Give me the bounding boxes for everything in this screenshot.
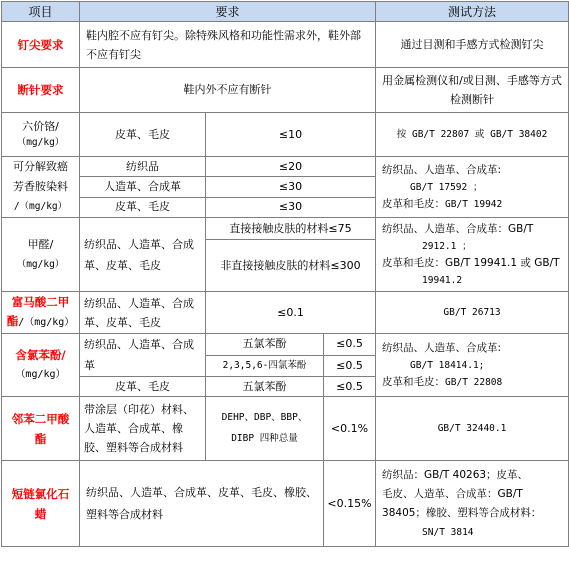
substance-phthalate-line2-text: DIBP 四种总量	[231, 433, 298, 444]
limit-chlorophenol-3: ≤0.5	[324, 377, 376, 397]
method-formaldehyde-line4: 19941.2	[422, 274, 463, 286]
material-phthalate: 带涂层（印花）材料、人造革、合成革、橡胶、塑料等合成材料	[80, 397, 206, 461]
table-row	[2, 397, 569, 461]
material-chlorophenol-b: 皮革、毛皮	[80, 377, 206, 397]
method-azo-line1: 纺织品、人造革、合成革:	[382, 163, 502, 176]
item-sccp-line2: 蜡	[34, 506, 47, 521]
substance-phthalate-line2	[209, 428, 320, 449]
item-chromium-label: 六价铬/	[22, 119, 59, 133]
method-formaldehyde-line2: 2912.1 ；	[422, 240, 472, 252]
item-chlorophenol-unit: （mg/kg）	[15, 369, 66, 380]
method-formaldehyde-line3: 皮革和毛皮：GB/T 19941.1 或 GB/T	[382, 256, 560, 269]
header-row	[2, 2, 569, 22]
substance-chlorophenol-2-label: 2,3,5,6-四氯苯酚	[222, 360, 307, 372]
material-azo-2: 人造革、合成革	[80, 177, 206, 197]
item-chlorophenol-label: 含氯苯酚/	[15, 348, 66, 362]
method-azo-line2: GB/T 17592 ；	[410, 181, 483, 193]
item-chlorophenol	[2, 334, 80, 397]
limit-azo-1: ≤20	[206, 157, 376, 177]
method-chlorophenol	[376, 334, 569, 397]
method-formaldehyde-line1: 纺织品、人造革、合成革：GB/T	[382, 222, 534, 235]
limit-formaldehyde-indirect: 非直接接触皮肤的材料≤300	[206, 240, 376, 292]
requirement-nail: 鞋内腔不应有钉尖。除特殊风格和功能性需求外，鞋外部不应有钉尖	[80, 22, 376, 68]
material-azo-3: 皮革、毛皮	[80, 197, 206, 217]
method-phthalate: GB/T 32440.1	[376, 397, 569, 461]
item-formaldehyde-unit: （mg/kg）	[16, 258, 65, 270]
item-formaldehyde	[2, 218, 80, 292]
table-row	[2, 68, 569, 113]
method-azo	[376, 157, 569, 218]
requirements-table	[1, 1, 569, 547]
header-requirement: 要求	[80, 2, 376, 22]
method-needle: 用金属检测仪和/或目测、手感等方式检测断针	[376, 68, 569, 113]
method-chlorophenol-line3b: GB/T 22808	[445, 376, 503, 388]
item-sccp-line1: 短链氯化石	[11, 486, 70, 501]
limit-chromium: ≤10	[206, 113, 376, 157]
item-dmf-line2: 酯	[6, 314, 19, 328]
substance-phthalate-line1: DEHP、DBP、BBP、	[221, 412, 308, 423]
limit-formaldehyde-direct: 直接接触皮肤的材料≤75	[206, 218, 376, 240]
limit-azo-3: ≤30	[206, 197, 376, 217]
item-formaldehyde-label: 甲醛/	[27, 237, 54, 251]
material-azo-1: 纺织品	[80, 157, 206, 177]
requirement-needle: 鞋内外不应有断针	[80, 68, 376, 113]
item-azo-line2: 芳香胺染料	[13, 180, 68, 193]
method-dmf: GB/T 26713	[376, 292, 569, 334]
item-phthalate-line1: 邻苯二甲酸	[11, 411, 70, 426]
method-azo-line3a: 皮革和毛皮：	[382, 197, 446, 210]
item-azo-unit: /（mg/kg）	[13, 201, 68, 212]
item-dmf-line1: 富马酸二甲	[11, 295, 70, 309]
material-sccp: 纺织品、人造革、合成革、皮革、毛皮、橡胶、塑料等合成材料	[80, 461, 324, 547]
item-nail: 钉尖要求	[2, 22, 80, 68]
item-azo	[2, 157, 80, 218]
method-sccp	[376, 461, 569, 547]
material-dmf: 纺织品、人造革、合成革、皮革、毛皮	[80, 292, 206, 334]
item-chromium	[2, 113, 80, 157]
limit-dmf: ≤0.1	[206, 292, 376, 334]
method-sccp-line4: SN/T 3814	[422, 526, 474, 538]
material-chromium: 皮革、毛皮	[80, 113, 206, 157]
material-chlorophenol-a: 纺织品、人造革、合成革	[80, 334, 206, 377]
substance-chlorophenol-1: 五氯苯酚	[206, 334, 324, 356]
header-item: 项目	[2, 2, 80, 22]
item-sccp	[2, 461, 80, 547]
table-row	[2, 292, 569, 334]
limit-chlorophenol-2: ≤0.5	[324, 355, 376, 377]
item-dmf-unit: /（mg/kg）	[18, 317, 75, 328]
header-test-method: 测试方法	[376, 2, 569, 22]
item-phthalate	[2, 397, 80, 461]
method-chlorophenol-line1: 纺织品、人造革、合成革:	[382, 341, 502, 354]
limit-chlorophenol-1: ≤0.5	[324, 334, 376, 356]
method-chromium: 按 GB/T 22807 或 GB/T 38402	[376, 113, 569, 157]
material-formaldehyde: 纺织品、人造革、合成革、皮革、毛皮	[80, 218, 206, 292]
method-sccp-line3: 38405；橡胶、塑料等合成材料：	[382, 506, 542, 519]
item-needle: 断针要求	[2, 68, 80, 113]
method-chlorophenol-line3a: 皮革和毛皮：	[382, 375, 446, 388]
substance-chlorophenol-3: 五氯苯酚	[206, 377, 324, 397]
limit-azo-2: ≤30	[206, 177, 376, 197]
table-row	[2, 113, 569, 157]
method-chlorophenol-line2: GB/T 18414.1;	[410, 359, 485, 371]
limit-sccp: <0.15%	[324, 461, 376, 547]
method-nail: 通过目测和手感方式检测钉尖	[376, 22, 569, 68]
table-row	[2, 461, 569, 547]
substance-phthalate	[206, 397, 324, 461]
method-azo-line3b: GB/T 19942	[445, 198, 503, 210]
item-phthalate-line2: 酯	[34, 431, 47, 446]
table-row	[2, 334, 569, 356]
method-formaldehyde	[376, 218, 569, 292]
item-chromium-unit: （mg/kg）	[16, 136, 65, 148]
limit-phthalate: <0.1%	[324, 397, 376, 461]
item-azo-line1: 可分解致癌	[13, 160, 68, 173]
method-sccp-line1: 纺织品：GB/T 40263；皮革、	[382, 468, 529, 481]
substance-chlorophenol-2	[206, 355, 324, 377]
item-dmf	[2, 292, 80, 334]
table-row	[2, 22, 569, 68]
table-row	[2, 157, 569, 177]
method-sccp-line2: 毛皮、人造革、合成革：GB/T	[382, 487, 523, 500]
table-row	[2, 218, 569, 240]
